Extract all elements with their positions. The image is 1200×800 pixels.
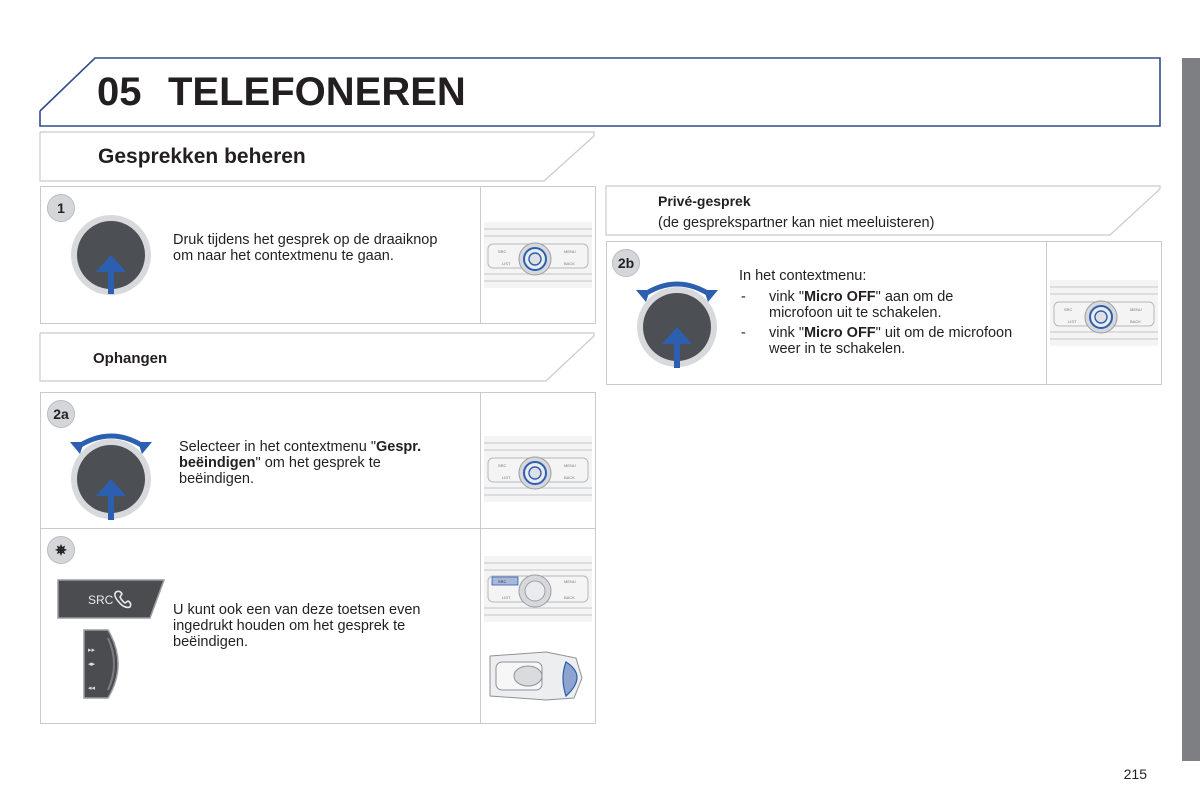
svg-text:LIST: LIST <box>1068 319 1077 324</box>
svg-text:SRC: SRC <box>88 593 114 607</box>
list-item: - vink "Micro OFF" uit om de microfoon weer in te schakelen. <box>739 325 1019 357</box>
chapter-number: 05 <box>97 70 142 114</box>
list-item: - vink "Micro OFF" aan om de microfoon uit te schakelen. <box>739 289 1019 321</box>
svg-text:LIST: LIST <box>502 475 511 480</box>
hangup-title: Ophangen <box>93 350 168 367</box>
rotary-knob-turn-press-icon <box>634 274 720 370</box>
rotary-knob-turn-press-icon <box>68 426 154 522</box>
svg-text:MENU: MENU <box>564 579 576 584</box>
src-phone-button-icon <box>54 578 166 620</box>
section-title: Gesprekken beheren <box>98 145 306 168</box>
step2b-divider <box>1046 241 1047 384</box>
audio-panel-illustration <box>484 436 592 502</box>
private-title: Privé-gesprek <box>658 193 751 209</box>
step2a-text: Selecteer in het contextmenu "Gespr. beëindigen" om het gesprek te beëindigen. <box>179 439 422 487</box>
tip-text: U kunt ook een van deze toetsen even ingedrukt houden om het gesprek te beëindigen. <box>173 602 421 650</box>
svg-text:BACK: BACK <box>1130 319 1141 324</box>
svg-text:▸▸: ▸▸ <box>88 646 96 654</box>
hangup-title-frame <box>0 0 620 400</box>
svg-text:SRC: SRC <box>498 249 507 254</box>
step2a-divider-v <box>480 392 481 723</box>
svg-text:MENU: MENU <box>564 249 576 254</box>
private-subtitle: (de gesprekspartner kan niet meeluisteren) <box>658 215 935 231</box>
tip-badge <box>47 536 75 564</box>
steering-control-icon <box>78 628 130 700</box>
svg-text:SRC: SRC <box>498 463 507 468</box>
svg-text:◂◂: ◂◂ <box>88 684 96 692</box>
svg-text:MENU: MENU <box>564 463 576 468</box>
step1-badge: 1 <box>47 194 75 222</box>
step2a-badge: 2a <box>47 400 75 428</box>
svg-text:LIST: LIST <box>502 261 511 266</box>
svg-text:BACK: BACK <box>564 475 575 480</box>
svg-text:BACK: BACK <box>564 261 575 266</box>
chapter-title: TELEFONEREN <box>168 70 466 114</box>
audio-panel-illustration <box>1050 280 1158 346</box>
step2b-intro: In het contextmenu: <box>739 268 867 284</box>
step1-text: Druk tijdens het gesprek op de draaiknop om naar het contextmenu te gaan. <box>173 232 438 264</box>
svg-text:◂▸: ◂▸ <box>88 660 96 668</box>
svg-text:SRC: SRC <box>498 579 507 584</box>
svg-text:SRC: SRC <box>1064 307 1073 312</box>
steering-stalk-illustration <box>486 648 590 704</box>
svg-text:MENU: MENU <box>1130 307 1142 312</box>
audio-panel-src-highlight-illustration <box>484 556 592 622</box>
step2a-divider-h <box>40 528 595 529</box>
svg-text:BACK: BACK <box>564 595 575 600</box>
svg-text:LIST: LIST <box>502 595 511 600</box>
step2b-badge: 2b <box>612 249 640 277</box>
page-number: 215 <box>1123 766 1147 782</box>
lightbulb-icon: ✵ <box>55 542 67 558</box>
step2b-list <box>739 289 1019 361</box>
